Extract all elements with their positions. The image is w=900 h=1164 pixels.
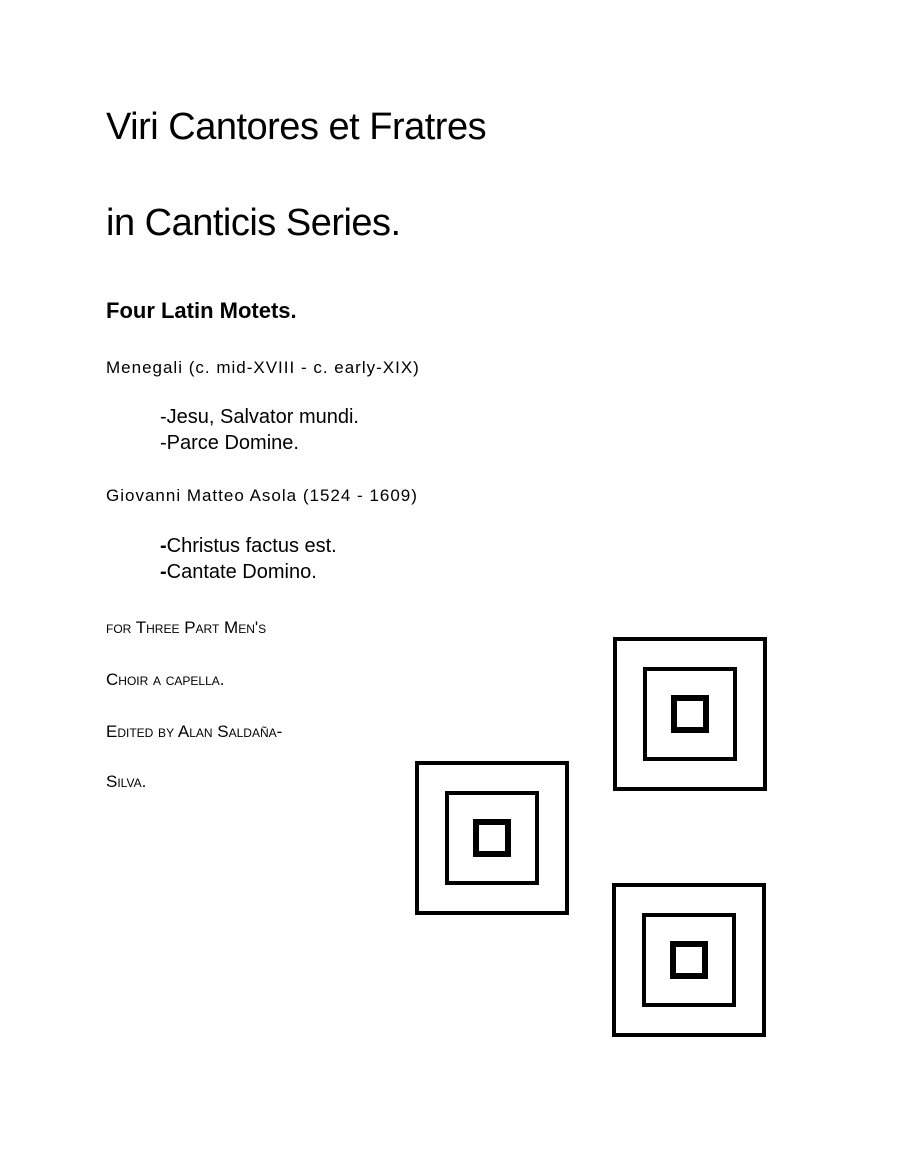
piece-christus-label: Christus factus est. xyxy=(166,535,337,557)
voicing-line-2: Choir a capella. xyxy=(106,670,225,689)
ornament-middle-square xyxy=(447,793,537,883)
editor-line-1: Edited by Alan Saldaña- xyxy=(106,722,283,741)
ornament-inner-square xyxy=(476,822,508,854)
title-line-1: Viri Cantores et Fratres xyxy=(106,106,487,148)
ornament-inner-square xyxy=(673,944,705,976)
composer-2: Giovanni Matteo Asola (1524 - 1609) xyxy=(106,486,418,505)
piece-dash: - xyxy=(160,535,167,557)
piece-cantate-domino xyxy=(160,561,317,584)
title-line-2: in Canticis Series. xyxy=(106,202,401,244)
ornament-square-bottom-right xyxy=(611,882,771,1042)
piece-parce-domine: -Parce Domine. xyxy=(160,432,299,454)
ornament-inner-square xyxy=(674,698,706,730)
ornament-square-middle-left xyxy=(414,760,574,920)
ornament-middle-square xyxy=(644,915,734,1005)
ornament-square-top-right xyxy=(612,636,772,796)
ornament-outer-square xyxy=(417,763,567,913)
ornament-outer-square xyxy=(615,639,765,789)
ornament-middle-square xyxy=(645,669,735,759)
piece-cantate-label: Cantate Domino. xyxy=(166,561,317,583)
piece-christus-factus-est xyxy=(160,535,337,558)
subtitle: Four Latin Motets. xyxy=(106,298,297,323)
ornament-outer-square xyxy=(614,885,764,1035)
piece-dash: - xyxy=(160,561,167,583)
piece-jesu-salvator-mundi: -Jesu, Salvator mundi. xyxy=(160,406,359,428)
composer-1: Menegali (c. mid-XVIII - c. early-XIX) xyxy=(106,358,420,377)
voicing-line-1: for Three Part Men's xyxy=(106,618,267,637)
editor-line-2: Silva. xyxy=(106,772,147,791)
